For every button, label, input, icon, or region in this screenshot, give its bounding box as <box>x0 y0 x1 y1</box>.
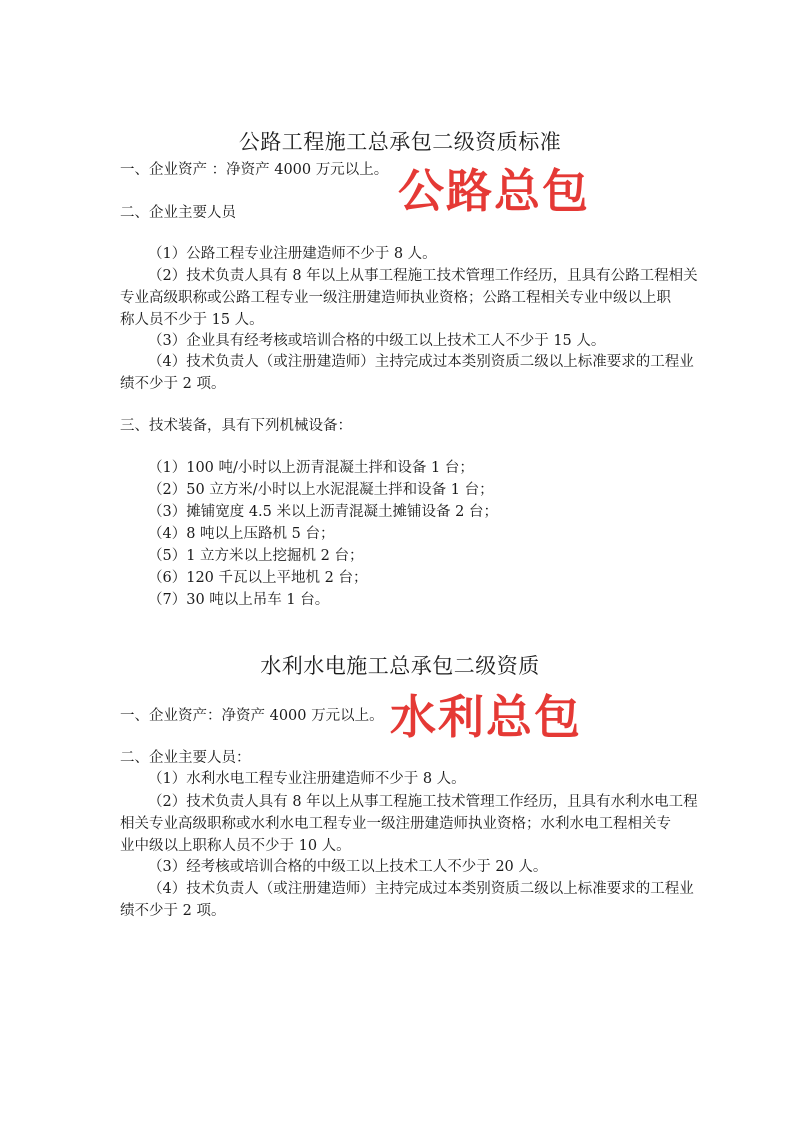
highway-equipment-item: （4）8 吨以上压路机 5 台； <box>148 526 335 542</box>
highway-stamp: 公路总包 <box>398 164 590 218</box>
highway-title: 公路工程施工总承包二级资质标准 <box>238 130 562 154</box>
water-personnel-item: （3）经考核或培训合格的中级工以上技术工人不少于 20 人。 <box>148 859 548 875</box>
highway-personnel-item: （3）企业具有经考核或培训合格的中级工以上技术工人不少于 15 人。 <box>148 333 606 349</box>
highway-equipment-item: （1）100 吨/小时以上沥青混凝土拌和设备 1 台； <box>148 460 474 476</box>
highway-assets: 一、企业资产 ：净资产 4000 万元以上。 <box>120 162 389 178</box>
highway-personnel-item: （1）公路工程专业注册建造师不少于 8 人。 <box>148 246 437 262</box>
highway-personnel-item-cont: 绩不少于 2 项。 <box>120 376 226 392</box>
highway-personnel-item: （4）技术负责人（或注册建造师）主持完成过本类别资质二级以上标准要求的工程业 <box>148 354 694 370</box>
highway-equipment-heading: 三、技术装备，具有下列机械设备： <box>120 418 352 434</box>
water-personnel-item-cont: 绩不少于 2 项。 <box>120 903 226 919</box>
highway-personnel-item-cont: 称人员不少于 15 人。 <box>120 312 264 328</box>
highway-personnel-heading: 二、企业主要人员 <box>120 205 236 221</box>
highway-equipment-item: （7）30 吨以上吊车 1 台。 <box>148 592 330 608</box>
water-stamp: 水利总包 <box>390 690 582 744</box>
highway-equipment-item: （3）摊铺宽度 4.5 米以上沥青混凝土摊铺设备 2 台； <box>148 504 498 520</box>
water-personnel-item-cont: 业中级以上职称人员不少于 10 人。 <box>120 838 351 854</box>
highway-equipment-item: （5）1 立方米以上挖掘机 2 台； <box>148 548 364 564</box>
highway-personnel-item: （2）技术负责人具有 8 年以上从事工程施工技术管理工作经历，且具有公路工程相关 <box>148 268 698 284</box>
water-personnel-item: （2）技术负责人具有 8 年以上从事工程施工技术管理工作经历，且具有水利水电工程 <box>148 794 698 810</box>
highway-equipment-item: （6）120 千瓦以上平地机 2 台； <box>148 570 368 586</box>
water-title: 水利水电施工总承包二级资质 <box>260 654 540 678</box>
water-personnel-item: （4）技术负责人（或注册建造师）主持完成过本类别资质二级以上标准要求的工程业 <box>148 881 694 897</box>
water-personnel-item: （1）水利水电工程专业注册建造师不少于 8 人。 <box>148 771 466 787</box>
highway-equipment-item: （2）50 立方米/小时以上水泥混凝土拌和设备 1 台； <box>148 482 494 498</box>
water-personnel-item-cont: 相关专业高级职称或水利水电工程专业一级注册建造师执业资格；水利水电工程相关专 <box>120 816 671 832</box>
water-assets: 一、企业资产：净资产 4000 万元以上。 <box>120 708 384 724</box>
highway-personnel-item-cont: 专业高级职称或公路工程专业一级注册建造师执业资格；公路工程相关专业中级以上职 <box>120 290 671 306</box>
water-personnel-heading: 二、企业主要人员： <box>120 750 251 766</box>
